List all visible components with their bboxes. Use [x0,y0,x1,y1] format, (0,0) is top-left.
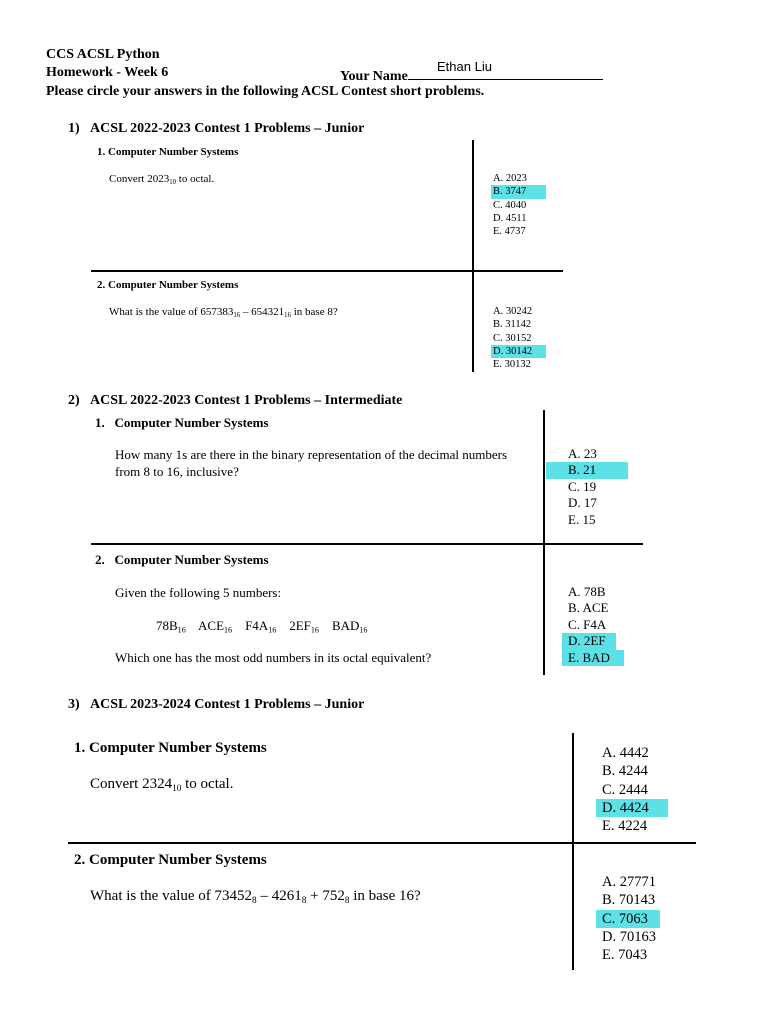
s1-p2-option-c[interactable]: C. 30152 [493,332,532,344]
section-3-title: ACSL 2023-2024 Contest 1 Problems – Junior [90,697,365,712]
section-1-title: ACSL 2022-2023 Contest 1 Problems – Junior [90,121,365,136]
s3-p2-option-b[interactable]: B. 70143 [602,892,656,909]
s1-p1-q-a: Convert 2023 [109,173,170,185]
s2-p2-option-d[interactable]: D. 2EF [562,633,616,649]
s3-p2-q-b: – 4261 [256,888,302,904]
s2-p1-q-line2: from 8 to 16, inclusive? [115,464,239,479]
s2-p1-question [115,446,507,480]
s2-p2-number-4: $2EF_{16}$ [289,618,319,635]
s2-p1-q-line1: How many 1s are there in the binary representation of the decimal numbers [115,447,508,462]
s1-p1-q-b: to octal. [176,173,215,185]
s3-p1-question [90,776,233,793]
s3-p2-option-c[interactable]: C. 7063 [596,910,660,928]
s3-p1-q-sub: 10 [172,783,182,794]
s1-p1-question [109,173,214,185]
section-2-divider-horizontal [91,543,643,545]
s1-p1-title: 1. Computer Number Systems [97,146,239,158]
s3-p1-option-c[interactable]: C. 2444 [602,781,648,798]
s2-p2-number-1: $78B_{16}$ [156,618,186,635]
s2-p2-option-a[interactable]: A. 78B [568,584,606,599]
s2-p2-given: Given the following 5 numbers: [115,585,282,600]
s3-p2-q-sub3: 8 [344,895,350,906]
instructions: Please circle your answers in the following ACSL Contest short problems. [46,84,485,99]
section-3-divider-horizontal [68,842,696,844]
section-2-number: 2) [68,393,80,408]
s1-p2-q-c: in base 8? [290,306,338,318]
s3-p2-q-sub1: 8 [252,895,257,906]
s3-p1-options [600,744,672,835]
s1-p2-options [491,305,546,371]
s2-p1-option-b[interactable]: B. 21 [546,462,628,478]
s1-p1-option-b[interactable]: B. 3747 [491,185,546,198]
s1-p1-options [491,172,546,238]
section-1-divider-horizontal [91,270,563,272]
s2-p1-title-num: 1. [95,415,105,430]
s3-p1-option-d[interactable]: D. 4424 [596,799,668,817]
course-title: CCS ACSL Python [46,47,160,62]
s3-p1-q-b: to octal. [181,776,234,792]
name-value: Ethan Liu [437,59,492,74]
s2-p2-number-2: $ACE_{16}$ [198,618,233,635]
s1-p1-option-e[interactable]: E. 4737 [493,226,526,238]
s2-p1-option-d[interactable]: D. 17 [568,495,597,511]
s2-p2-option-b[interactable]: B. ACE [568,600,609,616]
s1-p1-option-c[interactable]: C. 4040 [493,199,527,211]
s2-p2-number-5: $BAD_{16}$ [331,618,368,635]
s2-p1-option-c[interactable]: C. 19 [568,478,597,494]
s2-p2-option-c[interactable]: C. F4A [568,616,607,632]
s2-p2-question: Which one has the most odd numbers in its octal equivalent? [115,650,432,665]
name-label-text: Your Name [340,69,408,84]
s3-p2-title: 2. Computer Number Systems [74,852,267,868]
s1-p2-title: 2. Computer Number Systems [97,279,239,291]
s1-p2-option-e[interactable]: E. 30132 [493,359,531,371]
s2-p2-title-num: 2. [95,552,105,567]
s1-p2-question [109,306,338,318]
s2-p2-option-e[interactable]: E. BAD [562,650,624,666]
s3-p2-q-sub2: 8 [301,895,307,906]
s1-p2-option-d[interactable]: D. 30142 [491,345,546,358]
s1-p1-option-d[interactable]: D. 4511 [493,212,527,224]
s1-p1-q-sub: 10 [169,179,177,187]
s3-p1-option-a[interactable]: A. 4442 [602,745,649,761]
s3-p2-q-a: What is the value of 73452 [90,888,253,904]
s2-p1-title [95,415,269,431]
s3-p1-title: 1. Computer Number Systems [74,740,267,756]
section-3-divider-vertical [572,733,574,970]
s3-p1-option-e[interactable]: E. 4224 [602,818,648,835]
section-3-number: 3) [68,697,80,712]
section-2-title: ACSL 2022-2023 Contest 1 Problems – Intermediate [90,393,403,408]
s2-p2-title [95,552,269,568]
s2-p2-number-3: $F4A_{16}$ [245,618,277,635]
s3-p1-q-a: Convert 2324 [90,776,173,792]
s2-p1-options [566,446,648,528]
s1-p2-q-a: What is the value of 657383 [109,306,234,318]
s3-p2-option-a[interactable]: A. 27771 [602,874,656,890]
s1-p1-option-a[interactable]: A. 2023 [493,173,527,184]
s2-p2-title-text: Computer Number Systems [114,552,269,567]
s2-p2-options [566,584,628,666]
s3-p2-q-d: in base 16? [349,888,421,904]
s1-p2-option-a[interactable]: A. 30242 [493,306,533,317]
s3-p1-option-b[interactable]: B. 4244 [602,763,648,780]
s1-p2-q-sub1: 16 [233,312,241,320]
homework-title: Homework - Week 6 [46,65,169,80]
s3-p2-question [90,888,421,905]
section-1-divider-vertical [472,140,474,372]
s1-p2-option-b[interactable]: B. 31142 [493,319,532,331]
s2-p1-option-e[interactable]: E. 15 [568,511,596,527]
s3-p2-options [600,873,664,964]
s1-p2-q-sub2: 16 [284,312,291,320]
section-1-number: 1) [68,121,80,136]
s2-p2-numbers [156,617,367,634]
s3-p2-option-d[interactable]: D. 70163 [602,928,656,945]
s2-p1-title-text: Computer Number Systems [114,415,269,430]
s2-p1-option-a[interactable]: A. 23 [568,446,597,461]
s1-p2-q-b: – 654321 [240,306,285,318]
s3-p2-q-c: + 752 [306,888,345,904]
s3-p2-option-e[interactable]: E. 7043 [602,947,648,964]
